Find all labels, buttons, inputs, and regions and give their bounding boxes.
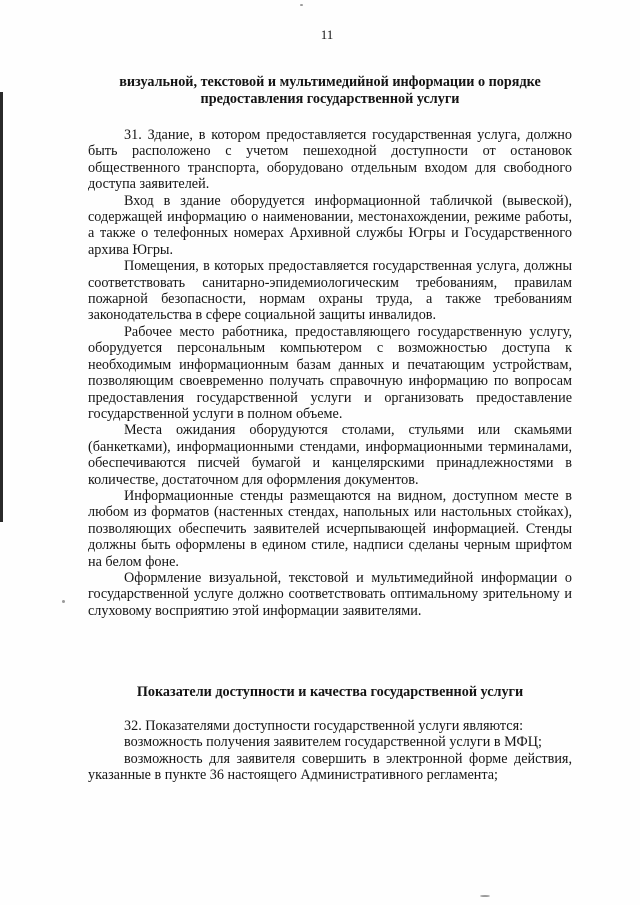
paragraph: возможность получения заявителем государственной услуги в МФЦ; [124,734,542,751]
section-heading-accessibility: Показатели доступности и качества государственной услуги [136,684,524,700]
paragraph: Рабочее место работника, предоставляющего государственную услугу, оборудуется персональным компьютером с возможностью доступа к необходимым информационным базам данных и печатающим устройствам, позволяющим своевременно получать справочную информацию по вопросам предоставления государственной услуги и организовать предоставление государственной услуги в полном объеме. [88,323,572,422]
scan-speck [62,600,65,603]
section1-body [88,127,572,619]
page-number: 11 [320,27,334,42]
scan-speck [480,895,490,897]
scan-speck [300,4,303,6]
paragraph: возможность для заявителя совершить в электронной форме действия, указанные в пункте 36 настоящего Административного регламента; [88,750,572,784]
paragraph: Помещения, в которых предоставляется государственная услуга, должны соответствовать санитарно-эпидемиологическим требованиям, правилам пожарной безопасности, нормам охраны труда, а также требованиям законодательства в сфере социальной защиты инвалидов. [88,258,572,324]
scan-edge-mark [0,92,3,522]
paragraph: Оформление визуальной, текстовой и мультимедийной информации о государственной услуге должно соответствовать оптимальному зрительному и слуховому восприятию этой информации заявителями. [88,569,572,619]
paragraph: Вход в здание оборудуется информационной табличкой (вывеской), содержащей информацию о наименовании, местонахождении, режиме работы, а также о телефонных номерах Архивной службы Югры и Государственного архива Югры. [88,192,572,258]
paragraph: Места ожидания оборудуются столами, стульями или скамьями (банкетками), информационными стендами, информационными терминалами, обеспечиваются писчей бумагой и канцелярскими принадлежностями в количестве, достаточном для оформления документов. [88,422,572,488]
paragraph: 32. Показателями доступности государственной услуги являются: [124,718,524,734]
paragraph: Информационные стенды размещаются на видном, доступном месте в любом из форматов (настенных стендах, напольных или настольных стойках), позволяющих обеспечить заявителей исчерпывающей информацией. Стенды должны быть оформлены в едином стиле, надписи сделаны черным шрифтом на белом фоне. [88,487,572,570]
section2-body [88,718,572,784]
paragraph: 31. Здание, в котором предоставляется государственная услуга, должно быть расположено с учетом пешеходной доступности от остановок общественного транспорта, оборудовано отдельным входом для свободного доступа заявителей. [88,127,572,193]
section-heading-top: визуальной, текстовой и мультимедийной информации о порядке предоставления государственной услуги [119,74,541,107]
